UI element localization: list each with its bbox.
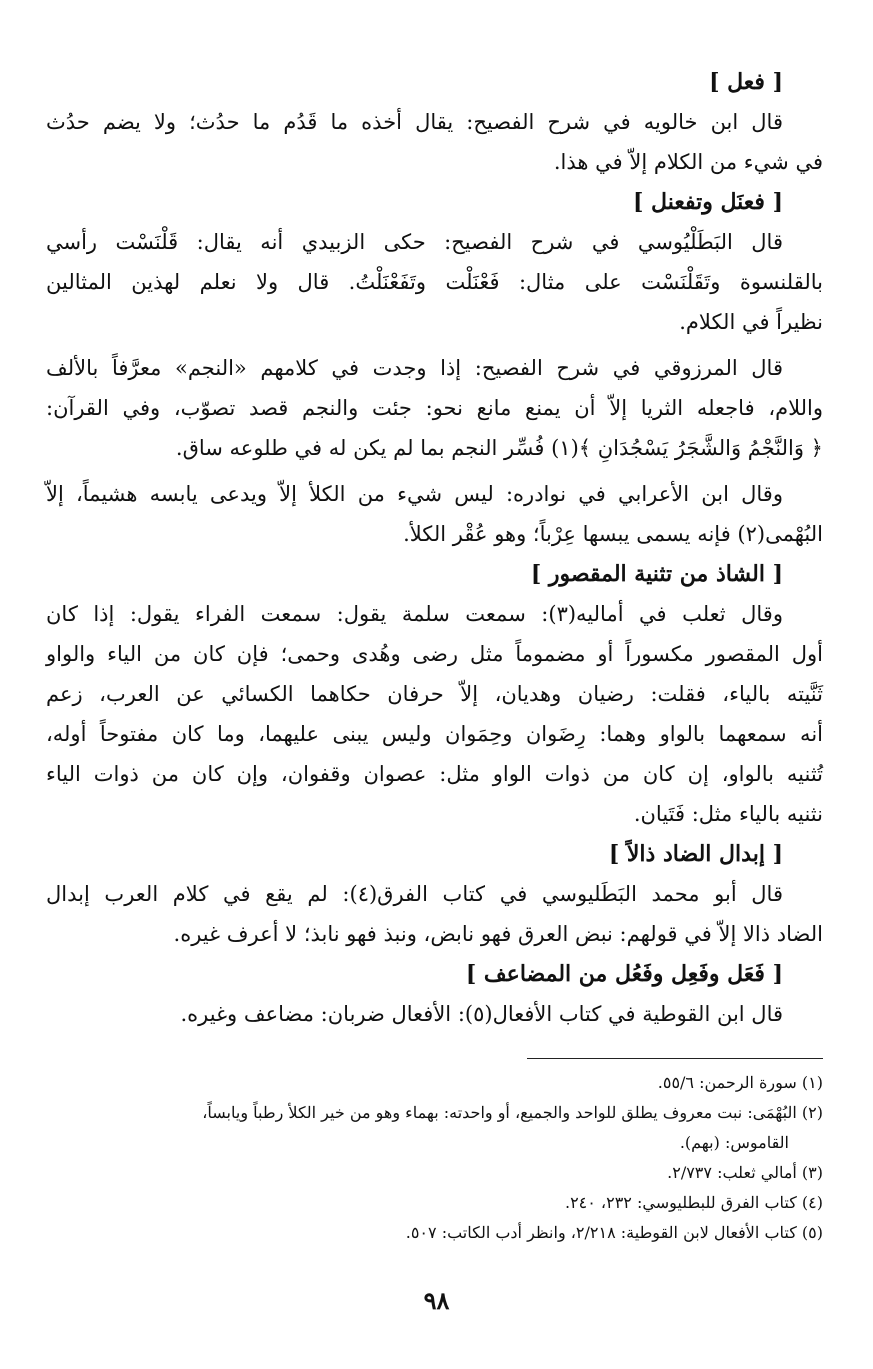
- text-line: البُهْمى(٢) فإنه يسمى يبسها عِرْباً؛ وهو عُقْر الكلأ.: [403, 522, 823, 546]
- text-line: أنه سمعهما بالواو وهما: رِضَوان وحِمَوان وليس يبنى عليهما، وما كان مفتوحاً أوله،: [46, 722, 823, 746]
- footnote: (١) سورة الرحمن: ٥٥/٦.: [657, 1073, 823, 1092]
- section-heading: [ فعنَل وتفعنل ]: [632, 189, 783, 215]
- footnote: (٤) كتاب الفرق للبطليوسي: ٢٣٢، ٢٤٠.: [564, 1193, 823, 1212]
- page-number: ٩٨: [423, 1286, 450, 1315]
- footnote: (٢) البُهْمَى: نبت معروف يطلق للواحد والجميع، أو واحدته: بهماء وهو من خير الكلأ رطباً ويابساً،: [202, 1103, 823, 1122]
- text-line: تُثنيه بالواو، إن كان من ذوات الواو مثل: عصوان وقفوان، وإن كان من ذوات الياء: [46, 762, 823, 786]
- text-line: قال ابن القوطية في كتاب الأفعال(٥): الأفعال ضربان: مضاعف وغيره.: [180, 1002, 783, 1026]
- footnote: (٥) كتاب الأفعال لابن القوطية: ٢/٢١٨، وانظر أدب الكاتب: ٥٠٧.: [405, 1223, 823, 1242]
- section-heading: [ فَعَل وفَعِل وفَعُل من المضاعف ]: [465, 961, 783, 987]
- text-line: بالقلنسوة وتَقَلْنَسْت على مثال: فَعْنَلْت وتَفَعْنَلْتُ. قال ولا نعلم لهذين المثالين: [46, 270, 823, 294]
- text-line: نظيراً في الكلام.: [679, 310, 823, 334]
- text-line: ثَنَّيته بالياء، فقلت: رضيان وهديان، إلاّ حرفان حكاهما الكسائي عن العرب، زعم: [46, 682, 823, 706]
- section-heading: [ إبدال الضاد ذالاً ]: [608, 841, 783, 867]
- footnote-continuation: القاموس: (بهم).: [679, 1133, 789, 1152]
- footnote: (٣) أمالي ثعلب: ٢/٧٣٧.: [667, 1163, 823, 1182]
- text-line: قال المرزوقي في شرح الفصيح: إذا وجدت في كلامهم «النجم» معرَّفاً بالألف: [46, 356, 783, 380]
- text-line: وقال ابن الأعرابي في نوادره: ليس شيء من الكلأ إلاّ ويدعى يابسه هشيماً، إلاّ: [46, 482, 783, 506]
- text-line: قال أبو محمد البَطَليوسي في كتاب الفرق(٤): لم يقع في كلام العرب إبدال: [46, 882, 783, 906]
- footnotes: [46, 1068, 823, 1248]
- text-line: قال البَطَلْيُوسي في شرح الفصيح: حكى الزبيدي أنه يقال: قَلْنَسْت رأسي: [46, 230, 783, 254]
- section-heading: [ الشاذ من تثنية المقصور ]: [530, 561, 783, 587]
- footnote-divider: [527, 1058, 823, 1059]
- text-line: واللام، فاجعله الثريا إلاّ أن يمنع مانع نحو: جئت والنجم قصد تصوّب، وفي القرآن:: [46, 396, 823, 420]
- text-line: قال ابن خالويه في شرح الفصيح: يقال أخذه ما قَدُم ما حدُث؛ ولا يضم حدُث: [46, 110, 783, 134]
- text-line: وقال ثعلب في أماليه(٣): سمعت سلمة يقول: سمعت الفراء يقول: إذا كان: [46, 602, 783, 626]
- section-heading: [ فعل ]: [709, 69, 783, 95]
- text-line: الضاد ذالا إلاّ في قولهم: نبض العرق فهو نابض، ونبذ فهو نابذ؛ لا أعرف غيره.: [173, 922, 823, 946]
- text-line: في شيء من الكلام إلاّ في هذا.: [553, 150, 823, 174]
- text-line: أول المقصور مكسوراً أو مضموماً مثل رضى وهُدى وحمى؛ فإن كان من الياء والواو: [46, 642, 823, 666]
- text-line: ﴿ وَالنَّجْمُ وَالشَّجَرُ يَسْجُدَانِ ﴾(١) فُسِّر النجم بما لم يكن له في طلوعه ساق.: [175, 436, 823, 460]
- text-line: نثنيه بالياء مثل: فَتَيان.: [633, 802, 823, 826]
